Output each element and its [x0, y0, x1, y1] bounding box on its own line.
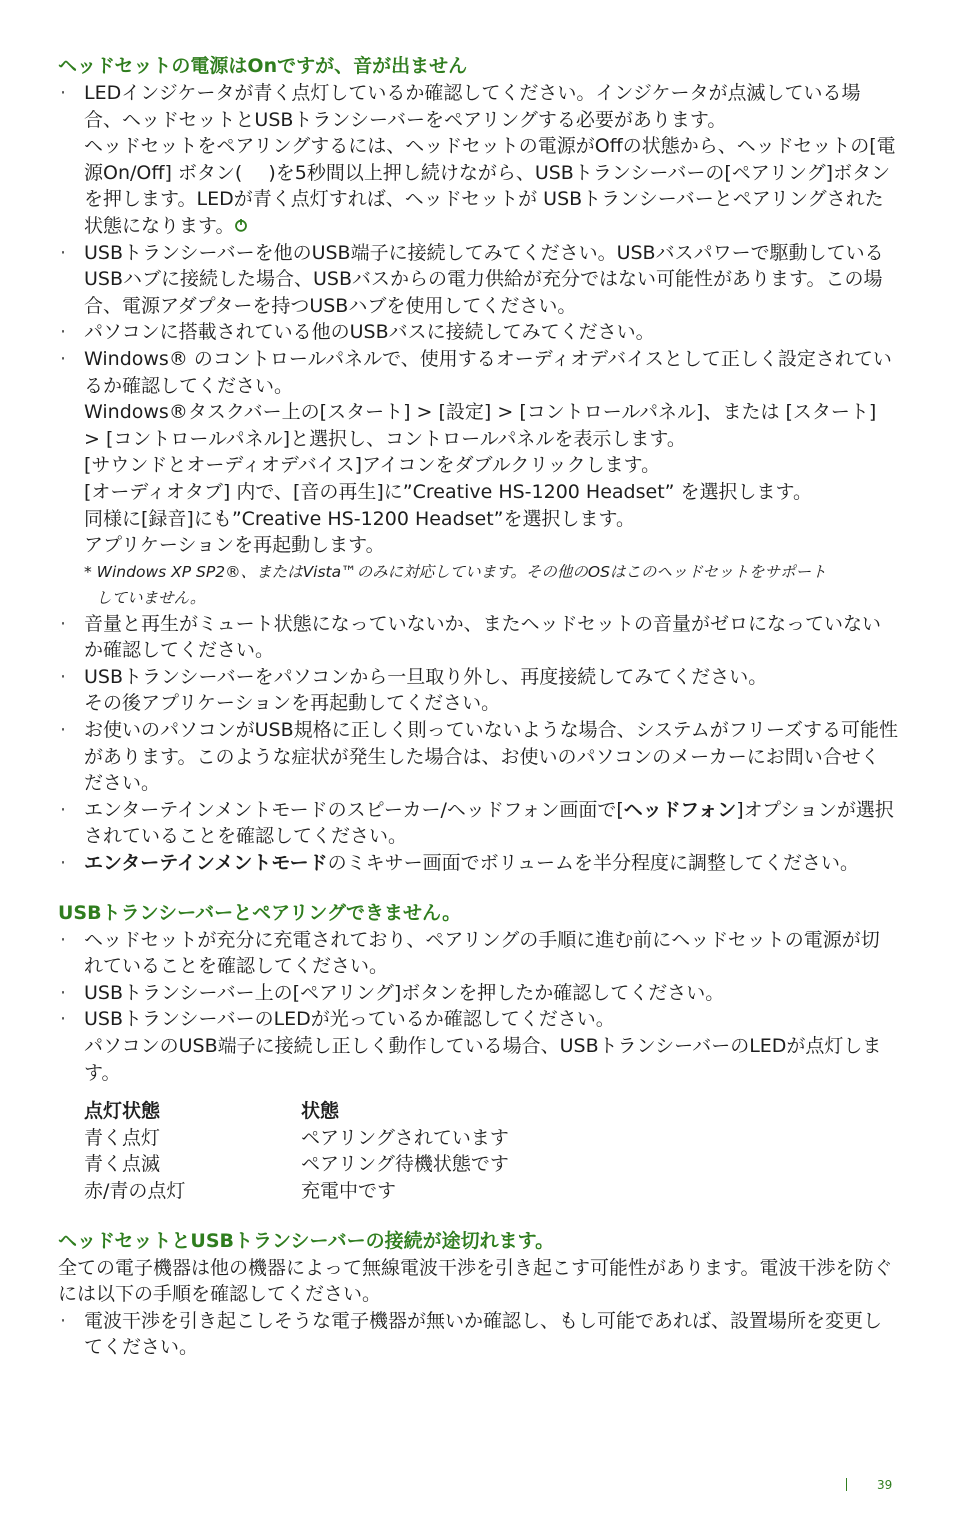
table-row — [84, 1125, 509, 1152]
bold-term: エンターテインメントモード — [84, 852, 328, 875]
list-text: [サウンドとオーディオデバイス]アイコンをダブルクリックします。 — [84, 454, 661, 477]
list-item: · USBトランシーバー上の[ペアリング]ボタンを押したか確認してください。 — [58, 980, 898, 1007]
section-title: USBトランシーバーとペアリングできません。 — [58, 901, 462, 924]
table-header: 状態 — [301, 1100, 340, 1123]
table-cell: 青く点滅 — [84, 1153, 161, 1176]
list-item: · USBトランシーバーを他のUSB端子に接続してみてください。USBバスパワーで駆動しているUSBハブに接続した場合、USBバスからの電力供給が充分ではない可能性があります。この場合、電源アダプターを持つUSBハブを使用してください。 — [58, 240, 898, 320]
footer-divider — [846, 1478, 847, 1491]
list-text: · USBトランシーバーのLEDが光っているか確認してください。 — [84, 1008, 615, 1031]
list-item: · パソコンに搭載されている他のUSBバスに接続してみてください。 — [58, 319, 898, 346]
table-cell: 充電中です — [301, 1179, 397, 1202]
list-text: その後アプリケーションを再起動してください。 — [84, 692, 501, 715]
table-cell: ペアリングされています — [301, 1126, 509, 1149]
section-connection-drops — [58, 1227, 898, 1361]
table-header: 点灯状態 — [84, 1100, 161, 1123]
bullet-list — [58, 80, 898, 877]
table-cell: 赤/青の点灯 — [84, 1179, 186, 1202]
list-text: ]オプションが選択されていることを確認してください。 — [84, 798, 894, 848]
list-text: · Windows® のコントロールパネルで、使用するオーディオデバイスとして正しく設定されているか確認してください。 — [84, 347, 892, 397]
power-icon — [234, 218, 248, 232]
list-text: · USBトランシーバーをパソコンから一旦取り外し、再度接続してみてください。 — [84, 665, 768, 688]
list-item — [58, 346, 898, 611]
list-text: Windows®タスクバー上の[スタート] > [設定] > [コントロールパネル]、または [スタート] > [コントロールパネル]と選択し、コントロールパネルを表示します。 — [84, 401, 877, 450]
footnote-text: していません。 — [96, 588, 206, 607]
intro-paragraph: 全ての電子機器は他の機器によって無線電波干渉を引き起こす可能性があります。電波干渉を防ぐには以下の手順を確認してください。 — [58, 1256, 893, 1306]
table-row — [84, 1178, 509, 1205]
table-row — [84, 1151, 509, 1178]
list-text: 同様に[録音]にも”Creative HS-1200 Headset”を選択します。 — [84, 507, 636, 530]
section-title: ヘッドセットとUSBトランシーバーの接続が途切れます。 — [58, 1229, 555, 1252]
table-cell: ペアリング待機状態です — [301, 1153, 509, 1176]
page-footer — [846, 1478, 892, 1492]
list-text: · LEDインジケータが青く点灯しているか確認してください。インジケータが点滅している場合、ヘッドセットとUSBトランシーバーをペアリングする必要があります。 — [84, 82, 861, 131]
list-item — [58, 80, 898, 240]
bullet-list — [58, 927, 898, 1087]
list-text: )を5秒間以上押し続けながら、USBトランシーバーの[ペアリング]ボタンを押します。LEDが青く点灯すれば、ヘッドセットが USBトランシーバーとペアリングされた状態になります。 — [84, 161, 891, 237]
list-item: · 音量と再生がミュート状態になっていないか、またヘッドセットの音量がゼロになっていないか確認してください。 — [58, 611, 898, 664]
table-header-row — [84, 1098, 509, 1125]
section-title: ヘッドセットの電源はOnですが、音が出ません — [58, 55, 468, 77]
manual-page — [58, 52, 898, 1383]
section-pairing-failed — [58, 899, 898, 1205]
led-status-table — [84, 1098, 509, 1204]
footnote — [84, 559, 898, 611]
list-item — [58, 1006, 898, 1086]
list-text: エンターテインメントモードのスピーカー/ヘッドフォン画面で[ — [84, 798, 624, 821]
list-text: ヘッドセットをペアリングするには、ヘッドセットの電源がOffの状態から、ヘッドセットの[電源On/Off] ボタン( — [84, 135, 896, 184]
list-text: [オーディオタブ] 内で、[音の再生]に”Creative HS-1200 Headset” を選択します。 — [84, 480, 813, 503]
list-item — [58, 850, 898, 877]
list-item: · ヘッドセットが充分に充電されており、ペアリングの手順に進む前にヘッドセットの電源が切れていることを確認してください。 — [58, 927, 898, 980]
bullet-list — [58, 1308, 898, 1361]
section-no-sound — [58, 52, 898, 877]
table-cell: 青く点灯 — [84, 1126, 161, 1149]
list-text: パソコンのUSB端子に接続し正しく動作している場合、USBトランシーバーのLEDが点灯します。 — [84, 1035, 882, 1084]
page-number: 39 — [877, 1478, 893, 1492]
bold-term: ヘッドフォン — [623, 798, 737, 821]
list-item: · 電波干渉を引き起こしそうな電子機器が無いか確認し、もし可能であれば、設置場所を変更してください。 — [58, 1308, 898, 1361]
list-text: アプリケーションを再起動します。 — [84, 534, 385, 557]
list-item — [58, 664, 898, 717]
list-item: · お使いのパソコンがUSB規格に正しく則っていないような場合、システムがフリーズする可能性があります。このような症状が発生した場合は、お使いのパソコンのメーカーにお問い合せください。 — [58, 717, 898, 797]
list-text: のミキサー画面でボリュームを半分程度に調整してください。 — [327, 852, 860, 875]
list-item — [58, 797, 898, 850]
footnote-text: * Windows XP SP2®、またはVista™のみに対応しています。その他のOSはこのヘッドセットをサポート — [84, 562, 827, 581]
